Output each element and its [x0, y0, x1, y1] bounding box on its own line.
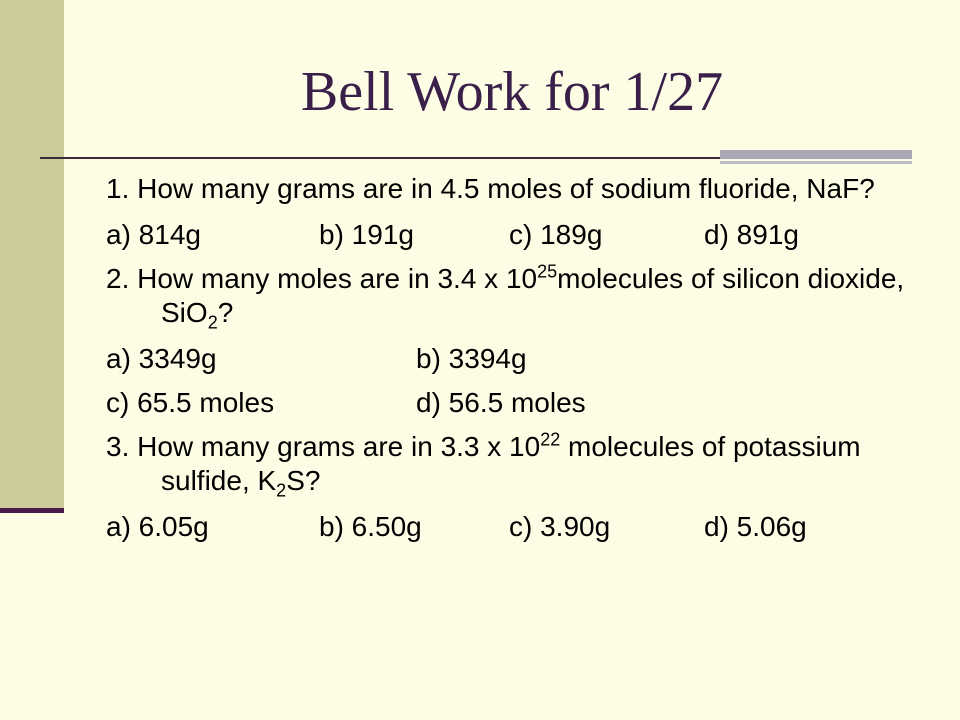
- left-decorative-bar: [0, 0, 64, 512]
- slide-body: [106, 172, 926, 554]
- q3-answer-d: d) 5.06g: [704, 511, 807, 542]
- question-2-answers-row-1: [106, 342, 926, 376]
- q2-text-middle: molecules of silicon dioxide, SiO: [161, 263, 905, 328]
- q2-answer-a: a) 3349g: [106, 343, 217, 374]
- title-divider-accent: [720, 150, 912, 159]
- q3-answer-a: a) 6.05g: [106, 511, 209, 542]
- q2-answer-d: d) 56.5 moles: [416, 387, 586, 418]
- q2-exponent: 25: [537, 261, 558, 282]
- q3-answer-b: b) 6.50g: [319, 511, 422, 542]
- question-1: 1. How many grams are in 4.5 moles of sodium fluoride, NaF?: [106, 173, 875, 204]
- q2-answer-c: c) 65.5 moles: [106, 387, 275, 418]
- q3-text-end: S?: [286, 465, 321, 496]
- q1-answer-c: c) 189g: [509, 219, 603, 250]
- q3-answer-c: c) 3.90g: [509, 511, 611, 542]
- q2-text-end: ?: [217, 297, 234, 328]
- q3-subscript: 2: [276, 480, 287, 501]
- left-accent-line: [0, 508, 64, 513]
- question-2: [106, 261, 926, 333]
- q1-answer-a: a) 814g: [106, 219, 201, 250]
- q3-text-middle: molecules of potassium sulfide, K: [161, 431, 861, 496]
- q1-answer-d: d) 891g: [704, 219, 799, 250]
- q2-answer-b: b) 3394g: [416, 343, 527, 374]
- q1-answer-b: b) 191g: [319, 219, 414, 250]
- q3-text-start: 3. How many grams are in 3.3 x 10: [106, 431, 541, 462]
- q2-text-start: 2. How many moles are in 3.4 x 10: [106, 263, 538, 294]
- title-divider-accent-secondary: [720, 161, 912, 164]
- q3-exponent: 22: [540, 429, 561, 450]
- question-2-answers-row-2: [106, 386, 926, 420]
- question-3: [106, 429, 926, 501]
- slide-title: Bell Work for 1/27: [300, 61, 724, 123]
- question-3-answers: [106, 510, 926, 544]
- q2-subscript: 2: [207, 312, 218, 333]
- question-1-answers: [106, 218, 926, 252]
